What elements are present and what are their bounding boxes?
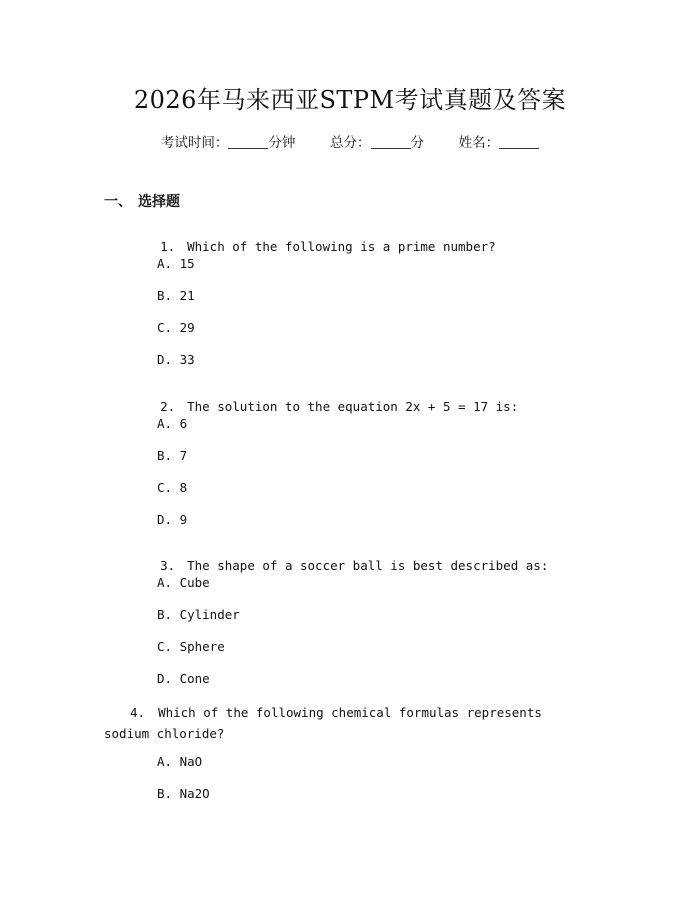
question-number: 4. [130, 705, 146, 720]
question-text: Which of the following is a prime number? [187, 239, 496, 254]
question-4 [104, 702, 574, 744]
option-3d: D. Cone [157, 671, 210, 686]
question-number: 3. [160, 558, 176, 573]
score-blank [371, 136, 411, 149]
option-1a: A. 15 [157, 256, 195, 271]
time-label: 考试时间： [160, 135, 229, 151]
option-3a: A. Cube [157, 575, 210, 590]
option-2a: A. 6 [157, 416, 188, 431]
time-unit: 分钟 [268, 135, 296, 151]
section-heading [104, 191, 180, 211]
section-number: 一、 [104, 194, 132, 210]
question-number: 2. [160, 399, 176, 414]
name-blank [499, 136, 539, 149]
option-3b: B. Cylinder [157, 607, 240, 622]
score-unit: 分 [410, 135, 424, 151]
option-4a: A. NaO [157, 754, 203, 769]
option-4b: B. Na2O [157, 786, 210, 801]
time-blank [228, 136, 268, 149]
section-label: 选择题 [138, 194, 180, 210]
score-label: 总分： [330, 135, 371, 151]
document-title: 2026年马来西亚STPM考试真题及答案 [133, 86, 567, 114]
option-1d: D. 33 [157, 352, 195, 367]
question-number: 1. [160, 239, 176, 254]
option-1c: C. 29 [157, 320, 195, 335]
question-text: The solution to the equation 2x + 5 = 17 is: [187, 399, 519, 414]
option-2b: B. 7 [157, 448, 188, 463]
name-label: 姓名： [458, 135, 500, 151]
option-2d: D. 9 [157, 512, 188, 527]
option-2c: C. 8 [157, 480, 188, 495]
question-2 [130, 384, 518, 429]
option-1b: B. 21 [157, 288, 195, 303]
exam-info-line [0, 131, 700, 151]
option-3c: C. Sphere [157, 639, 225, 654]
question-text: The shape of a soccer ball is best described as: [187, 558, 549, 573]
question-text: Which of the following chemical formulas represents sodium chloride? [104, 705, 542, 741]
